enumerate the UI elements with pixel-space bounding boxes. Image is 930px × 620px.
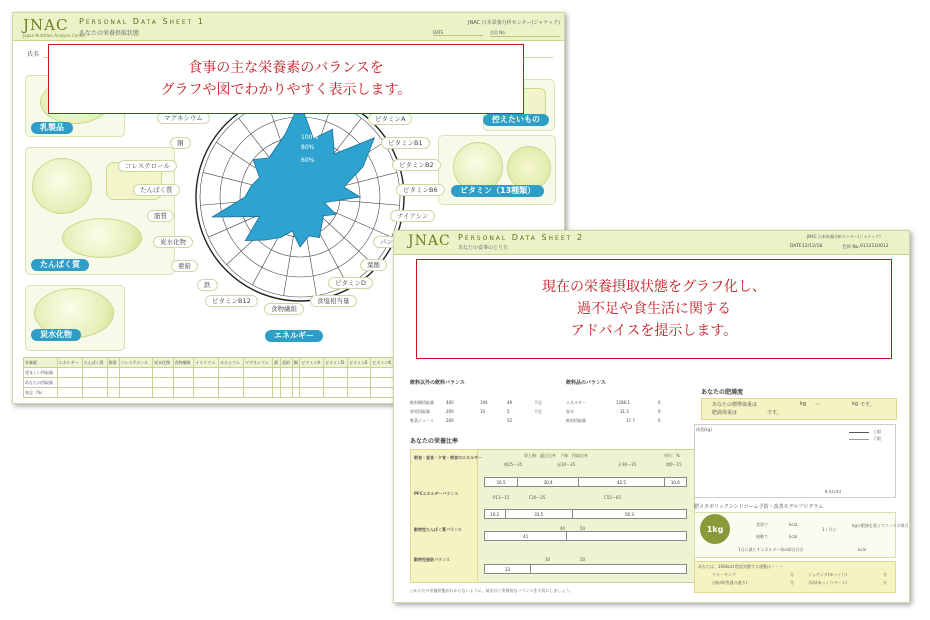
nutrient-vitamin-b2: ビタミンB2 [392,159,441,171]
footer-note: ○からだの栄養状態がわからないように、前出兵と実質的なバランスを大切にしましょう。 [410,588,574,593]
protein-image-3 [62,218,142,258]
sheet2-title: Personal Data Sheet 2 [458,233,584,242]
bar1-range-dinner: 夕30〜35 [618,462,637,467]
bar4-mark-50: 50 [580,557,586,562]
program-month: 1ヶ月に [822,527,837,532]
table-header-row [24,358,395,368]
jnac-logo-2: JNAC [408,233,451,249]
callout2-line1: 現在の栄養摂取状態をグラフ化し、 [542,279,766,295]
program-title: 肥メタボリックシンドローム予防・改善モデルプログラム [694,504,824,510]
bar-segment-fat: 33.5 [506,510,573,518]
table-header-cell: 脂質 [107,358,119,368]
bar-segment-breakfast: 16.5 [485,478,518,486]
table-header-cell: マグネシウム [244,358,273,368]
table-cell: 10 [480,409,486,414]
bar4-mark-30: 30 [545,557,551,562]
ratio-title: あなたの栄養比率 [410,438,459,445]
activity-jogging: ジョギング(ゆっくり) [808,572,847,577]
nutrient-niacin: ナイアシン [390,210,435,222]
table-cell: 0 [658,409,661,414]
nutrient-copper: 銅 [170,137,191,149]
table-header-cell: コレステロール [119,358,152,368]
callout-sheet2 [416,259,892,359]
drink-balance-title: 飲料品のバランス [566,380,606,386]
bar-segment-carb: 56.3 [624,511,634,517]
radar-tick-60: 60% [301,157,315,164]
ratio-unit: 単位：% [664,453,680,458]
pfc-bar [484,509,687,519]
nutrient-salt: 食塩相当量 [310,295,357,307]
animal-protein-head: 動物性たんぱく質バランス [414,527,462,532]
animal-fat-head: 動物性脂肪バランス [414,557,450,562]
bar-segment-animal-fat: 23 [485,565,531,573]
nutrient-zinc: 亜鉛 [171,260,198,272]
table-row: 充足（%） [24,388,395,398]
standard-weight-label: あなたの標準体重は [712,402,758,408]
nutrient-table [23,357,395,398]
member-no-field: 会員 No. [490,30,560,37]
callout2-line2: 過不足や食生活に関する [577,301,731,317]
member-no-label-2: 会員 No. [842,245,860,250]
bar3-mark-40: 40 [560,526,566,531]
org-name: JNAC 日本栄養分析センター(ジャナック) [468,20,561,26]
activity-fun-1: 分 [790,572,794,577]
table-row: 炭水 [566,409,574,414]
nutrient-carbohydrate: 炭水化物 [153,236,193,248]
program-weight-badge: 1kg [700,514,730,544]
table-row: エネルギー [566,400,586,405]
radar-tick-80: 80% [301,144,315,151]
program-daily: 1日に減らすエネルギー(kcal)は合計 [738,547,804,552]
nutrient-fiber: 食物繊維 [264,303,304,315]
carb-panel [25,285,125,351]
sheet2-header [394,231,909,255]
graph-legend-upper: 上限 [873,429,881,434]
org-name-2: JNAC 日本栄養分析センター(ジャナック) [807,234,881,239]
table-row: 果実摂取量 [410,409,430,414]
sheet2-subtitle: あなたの食事のとり方 [458,245,509,251]
category-limit: 控えたいもの [483,114,549,126]
date-value-2: 12/12/18 [802,244,823,249]
table-cell: 0 [658,418,661,423]
obesity-title: あなたの肥満度 [701,389,744,396]
table-cell: 49 [507,400,513,405]
bar-segment-animal-protein: 41 [485,532,567,540]
bar3-mark-50: 50 [580,526,586,531]
animal-fat-bar [484,564,687,574]
table-header-cell: ビタミンA [300,358,324,368]
name-label: 氏名 [27,51,40,58]
table-row: 野菜ジュース [410,418,434,423]
graph-y-label: 体重(kg) [696,427,712,432]
callout1-line1: 食事の主な栄養素のバランスを [188,60,384,76]
table-row: 飲料類摂取量 [410,400,434,405]
table-cell: 400 [446,400,454,405]
table-header-cell: 食物繊維 [173,358,194,368]
program-meal-unit: kcal [789,522,798,527]
table-cell: 200 [446,418,454,423]
ratio-legend: 斜上線：適正比率 下線：摂取比率 [524,453,588,458]
activity-swimming: 水泳(ゆっくりペース) [808,580,847,585]
weight-desu-2: です。 [767,410,782,416]
radar-tick-100: 100% [301,134,319,141]
graph-legend-lower: 下限 [873,436,881,441]
table-cell: 31.5 [620,409,629,414]
table-header-cell: 栄養素 [24,358,58,368]
category-protein: たんぱく質 [31,259,89,271]
member-no-value-2: 0112110012 [860,244,889,249]
callout-sheet1 [48,44,524,114]
table-header-cell: 鉄 [273,358,281,368]
weight-unit-2: kg [852,401,859,407]
table-header-cell: エネルギー [57,358,82,368]
bar2-range-c: C55〜65 [604,495,621,500]
category-dairy: 乳製品 [31,122,73,134]
bar-segment-lunch: 30.4 [518,478,579,486]
bar1-range-snack: 間0〜15 [666,462,682,467]
bmi-weight-label: 肥満体重は [712,410,738,416]
activity-intro: あなたは、100kcal 程度消費する運動は・・・ [698,564,783,569]
table-row: 飲料摂取量 [566,418,586,423]
activity-fun-4: 分 [883,580,887,585]
table-cell: 不足 [534,400,542,405]
pfc-head: PFCエネルギーバランス [414,491,459,496]
table-header-cell: 銅 [292,358,300,368]
table-header-cell: ビタミンE [348,358,371,368]
weight-tilde: 〜 [815,402,821,408]
logo-subtitle: Japan Nutrition Analysis Center [23,33,86,38]
callout1-line2: グラフや図でわかりやすく表示します。 [160,82,412,98]
sheet1-header [13,13,564,41]
animal-protein-bar [484,531,687,541]
program-exercise-label: 運動で [756,534,768,539]
nutrient-iron: 鉄 [197,279,218,291]
bar2-range-p: P13〜15 [493,495,510,500]
bar-segment-dinner: 42.5 [579,478,664,486]
nutrient-vitamin-b12: ビタミンB12 [205,295,258,307]
sheet1-subtitle: あなたの栄養摂取状態 [79,30,140,37]
table-header-cell: ビタミンD [324,358,348,368]
protein-image-1 [32,158,92,214]
table-header-cell: 炭水化物 [152,358,173,368]
program-exercise-unit: kcal [789,534,798,539]
program-meal-label: 食事で [756,522,768,527]
activity-cycling: 自転車(普通の速さ) [712,580,748,585]
weight-desu-1: です。 [860,402,875,408]
date-field: DATE [433,30,483,36]
category-carbs: 炭水化物 [31,329,81,341]
category-vitamins: ビタミン（13種類） [451,185,544,197]
bar-segment-protein: 10.2 [485,510,506,518]
table-cell: 0 [658,400,661,405]
table-row: 望ましい摂取量 [24,368,395,378]
weight-graph [694,424,896,498]
nutrient-pan: パン [373,236,400,248]
legend-line-lower [849,439,869,440]
nutrient-magnesium: マグネシウム [157,112,210,124]
nutrient-protein: たんぱく質 [133,184,180,196]
nutrient-folate: 葉酸 [360,259,387,271]
table-header-cell: カルシウム [219,358,244,368]
callout2-line3: アドバイスを提示します。 [570,323,738,339]
weight-unit-1: kg [800,401,807,407]
table-cell: 5 [507,409,510,414]
table-cell: 不足 [534,409,542,414]
table-cell: 200 [446,409,454,414]
food-balance-title: 飲料以外の飲料バランス [410,380,465,386]
nutrient-vitamin-d: ビタミンD [328,277,373,289]
graph-x-label: 身長(cm) [824,489,842,494]
table-header-cell: ナトリウム [194,358,219,368]
table-header-cell: 亜鉛 [280,358,292,368]
bar1-range-lunch: 昼30〜35 [557,462,576,467]
table-cell: 1286.1 [616,400,630,405]
jnac-logo: JNAC [23,16,69,34]
table-cell: 37.7 [626,418,635,423]
nutrient-fat: 脂質 [147,210,174,222]
table-header-cell: たんぱく質 [82,358,107,368]
program-daily-unit: kcal [858,547,867,552]
table-cell: 194 [480,400,488,405]
nutrient-vitamin-b1: ビタミンB1 [381,137,430,149]
program-note: kgの肥満を落とすコースの場合 [852,523,909,528]
date-label-2: DATE [790,244,802,249]
category-energy: エネルギー [265,330,323,342]
nutrient-vitamin-a: ビタミンA [368,113,412,125]
vitamin-image-2 [507,146,551,190]
activity-walking: ウオーキング [712,572,736,577]
meal-energy-head: 朝食・昼食・夕食・間食のエネルギー [414,455,482,460]
legend-line-upper [849,432,869,433]
bar-segment-snack: 10.6 [670,479,680,485]
activity-fun-3: 分 [790,580,794,585]
table-header-cell: ビタミンK [371,358,395,368]
activity-fun-2: 分 [883,572,887,577]
sheet1-title: Personal Data Sheet 1 [79,17,205,26]
nutrient-cholesterol: コレステロール [118,160,177,172]
bar2-range-f: F20〜25 [529,495,546,500]
table-cell: 52 [507,418,513,423]
table-row: あなたの摂取量 [24,378,395,388]
meal-energy-bar [484,477,687,487]
bar1-range-breakfast: 朝25〜35 [504,462,523,467]
nutrient-vitamin-b6: ビタミンB6 [396,184,445,196]
